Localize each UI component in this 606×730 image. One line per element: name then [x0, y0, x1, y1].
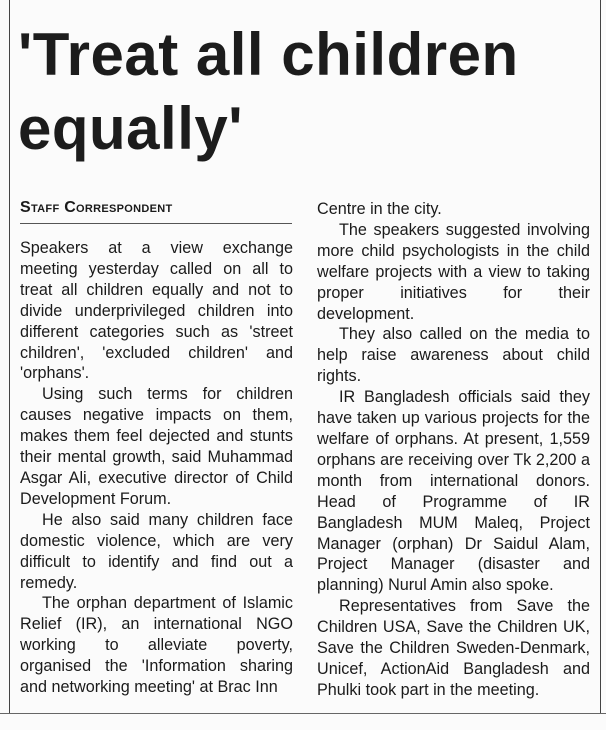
byline: Staff Correspondent: [20, 198, 292, 224]
paragraph-2: Using such terms for children causes negative impacts on them, makes them feel dejected and stunts their mental growth, said Muhammad Asgar Ali, executive director of Child Development Forum.: [20, 385, 293, 508]
paragraph-8: Representatives from Save the Children USA, Save the Children UK, Save the Children Sweden-Denmark, Unicef, ActionAid Bangladesh and Phulki took part in the meeting.: [317, 597, 590, 699]
paragraph-5: The speakers suggested involving more child psychologists in the child welfare projects with a view to taking proper initiatives for their development.: [317, 220, 590, 323]
paragraph-3: He also said many children face domestic violence, which are very difficult to identify and find out a remedy.: [20, 510, 293, 592]
bottom-border-rule: [0, 713, 606, 714]
paragraph-6: They also called on the media to help raise awareness about child rights.: [317, 325, 590, 386]
paragraph-4-continued: Centre in the city.: [317, 200, 442, 218]
article-column-left: [20, 238, 293, 698]
article-headline: 'Treat all children equally': [18, 21, 519, 162]
article-column-right: [317, 199, 590, 701]
paragraph-1: Speakers at a view exchange meeting yesterday called on all to treat all children equally and not to divide underprivileged children into different categories such as 'street children', 'excluded children' and 'orphans'.: [20, 239, 293, 383]
left-border-rule: [9, 0, 10, 714]
paragraph-7: IR Bangladesh officials said they have taken up various projects for the welfare of orphans. At present, 1,559 orphans are receiving over Tk 2,200 a month from international donors. Head of Programme of IR Bangladesh MUM Maleq, Project Manager (orphan) Dr Saidul Alam, Project Manager (disaster and planning) Nurul Amin also spoke.: [317, 388, 590, 595]
right-border-rule: [600, 0, 601, 714]
paragraph-4: The orphan department of Islamic Relief (IR), an international NGO working to alleviate poverty, organised the 'Information sharing and networking meeting' at Brac Inn: [20, 594, 293, 697]
